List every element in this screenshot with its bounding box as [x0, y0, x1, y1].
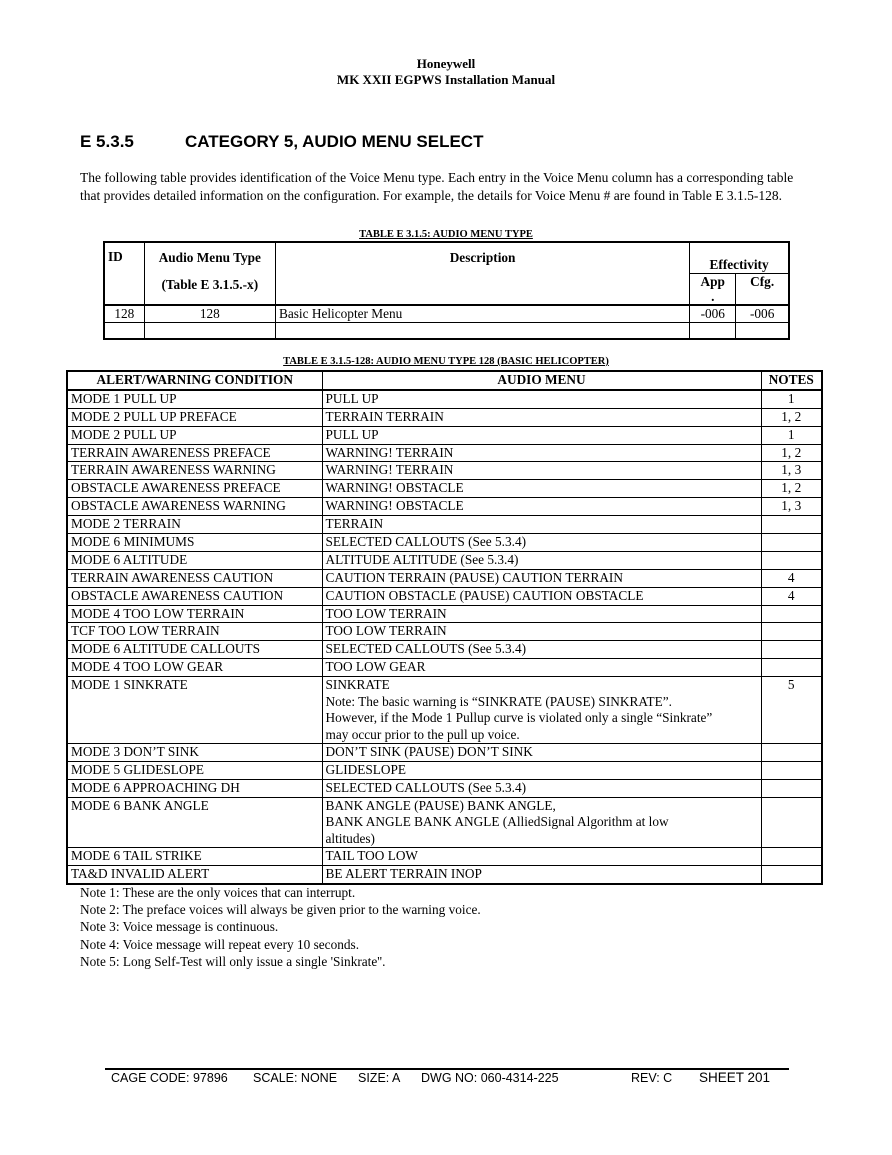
note-3: Note 3: Voice message is continuous. [80, 919, 279, 935]
table-row [67, 744, 822, 762]
intro-paragraph: The following table provides identification of the Voice Menu type. Each entry in the Voice Menu column has a corresponding table that provides detailed information on the configuration. For example, the details for Voice Menu # are found in Table E 3.1.5-128. [80, 170, 794, 203]
table-row [67, 677, 822, 744]
condition-cell: MODE 4 TOO LOW GEAR [67, 659, 322, 677]
audio-menu-line: SELECTED CALLOUTS (See 5.3.4) [325, 779, 527, 795]
audio-menu-cell [322, 444, 761, 462]
notes-cell: 1 [761, 390, 822, 408]
audio-menu-cell [322, 641, 761, 659]
condition-cell: OBSTACLE AWARENESS PREFACE [67, 480, 322, 498]
table2-caption: TABLE E 3.1.5-128: AUDIO MENU TYPE 128 (BASIC HELICOPTER) [283, 356, 609, 367]
table-row [67, 866, 822, 884]
condition-cell: MODE 6 TAIL STRIKE [67, 848, 322, 866]
table-row [67, 551, 822, 569]
section-title: CATEGORY 5, AUDIO MENU SELECT [185, 132, 484, 151]
notes-cell: 1 [761, 426, 822, 444]
t1-cell-id: 128 [104, 305, 144, 323]
audio-menu-line: Note: The basic warning is “SINKRATE (PAUSE) SINKRATE”. [325, 693, 672, 709]
notes-cell: 4 [761, 569, 822, 587]
table-row [67, 848, 822, 866]
audio-menu-line: WARNING! TERRAIN [325, 444, 454, 460]
audio-menu-line: CAUTION TERRAIN (PAUSE) CAUTION TERRAIN [325, 569, 623, 585]
condition-cell: MODE 4 TOO LOW TERRAIN [67, 605, 322, 623]
note-4: Note 4: Voice message will repeat every 10 seconds. [80, 936, 360, 952]
header-company: Honeywell [416, 56, 476, 71]
audio-menu-cell [322, 744, 761, 762]
t1-empty-cell [736, 323, 789, 339]
audio-menu-cell [322, 408, 761, 426]
notes-cell [761, 551, 822, 569]
table-row [67, 444, 822, 462]
t1-cell-app: -006 [690, 305, 736, 323]
table-row [67, 587, 822, 605]
audio-menu-line: DON’T SINK (PAUSE) DON’T SINK [325, 744, 533, 760]
audio-menu-cell [322, 480, 761, 498]
audio-menu-cell [322, 498, 761, 516]
table-row [67, 534, 822, 552]
audio-menu-cell [322, 797, 761, 848]
table-row [67, 426, 822, 444]
audio-menu-line: TAIL TOO LOW [325, 848, 418, 864]
table-row [67, 779, 822, 797]
audio-menu-line: TOO LOW TERRAIN [325, 605, 447, 621]
condition-cell: MODE 6 APPROACHING DH [67, 779, 322, 797]
audio-menu-line: PULL UP [325, 426, 379, 442]
t2-header-menu: AUDIO MENU [322, 371, 761, 390]
audio-menu-128-table [66, 370, 823, 885]
audio-menu-cell [322, 848, 761, 866]
audio-menu-line: SELECTED CALLOUTS (See 5.3.4) [325, 534, 527, 550]
notes-cell [761, 779, 822, 797]
table-row [67, 659, 822, 677]
audio-menu-cell [322, 534, 761, 552]
t1-empty-cell [144, 323, 275, 339]
audio-menu-cell [322, 659, 761, 677]
notes-cell: 1, 3 [761, 498, 822, 516]
t1-empty-cell [275, 323, 689, 339]
audio-menu-line: BANK ANGLE (PAUSE) BANK ANGLE, [325, 797, 556, 813]
table-row [67, 516, 822, 534]
audio-menu-line: altitudes) [325, 830, 375, 846]
t1-cell-type: 128 [144, 305, 275, 323]
audio-menu-line: GLIDESLOPE [325, 762, 407, 778]
note-2: Note 2: The preface voices will always be given prior to the warning voice. [80, 902, 481, 918]
audio-menu-line: BE ALERT TERRAIN INOP [325, 866, 482, 882]
footer-rule [105, 1068, 789, 1070]
audio-menu-type-table [103, 241, 790, 340]
notes-cell [761, 534, 822, 552]
audio-menu-cell [322, 623, 761, 641]
t1-header-type: Audio Menu Type [144, 242, 275, 273]
notes-cell [761, 641, 822, 659]
table1-caption: TABLE E 3.1.5: AUDIO MENU TYPE [359, 229, 533, 240]
condition-cell: OBSTACLE AWARENESS WARNING [67, 498, 322, 516]
header-manual-title: MK XXII EGPWS Installation Manual [336, 72, 556, 87]
audio-menu-cell [322, 569, 761, 587]
audio-menu-line: BANK ANGLE BANK ANGLE (AlliedSignal Algorithm at low [325, 814, 669, 830]
notes-cell [761, 848, 822, 866]
t1-cell-cfg: -006 [736, 305, 789, 323]
t1-cell-description: Basic Helicopter Menu [275, 305, 689, 323]
audio-menu-cell [322, 762, 761, 780]
audio-menu-line: TOO LOW TERRAIN [325, 623, 447, 639]
table-row [67, 641, 822, 659]
t1-header-app [690, 273, 736, 305]
t1-header-description-blank [275, 273, 689, 305]
table-row [67, 408, 822, 426]
audio-menu-line: SELECTED CALLOUTS (See 5.3.4) [325, 641, 527, 657]
condition-cell: MODE 1 SINKRATE [67, 677, 322, 744]
footer-size: SIZE: A [358, 1071, 401, 1085]
t1-header-effectivity: Effectivity [690, 242, 789, 273]
condition-cell: MODE 2 PULL UP [67, 426, 322, 444]
condition-cell: TA&D INVALID ALERT [67, 866, 322, 884]
notes-cell: 5 [761, 677, 822, 744]
notes-list [80, 884, 481, 970]
audio-menu-cell [322, 587, 761, 605]
condition-cell: TERRAIN AWARENESS CAUTION [67, 569, 322, 587]
audio-menu-line: CAUTION OBSTACLE (PAUSE) CAUTION OBSTACLE [325, 587, 644, 603]
table-row [104, 305, 789, 323]
footer-dwg-no: DWG NO: 060-4314-225 [421, 1071, 559, 1085]
condition-cell: MODE 5 GLIDESLOPE [67, 762, 322, 780]
footer-scale: SCALE: NONE [253, 1071, 338, 1085]
audio-menu-cell [322, 462, 761, 480]
table-row-empty [104, 323, 789, 339]
audio-menu-cell [322, 551, 761, 569]
condition-cell: OBSTACLE AWARENESS CAUTION [67, 587, 322, 605]
notes-cell: 1, 2 [761, 444, 822, 462]
t1-empty-cell [104, 323, 144, 339]
audio-menu-cell [322, 866, 761, 884]
t1-header-cfg: Cfg. [736, 273, 789, 305]
condition-cell: TCF TOO LOW TERRAIN [67, 623, 322, 641]
table-row [67, 498, 822, 516]
table-row [67, 390, 822, 408]
t1-header-type-sub: (Table E 3.1.5.-x) [144, 273, 275, 305]
audio-menu-line: WARNING! OBSTACLE [325, 498, 464, 514]
notes-cell [761, 659, 822, 677]
audio-menu-line: TERRAIN [325, 516, 384, 532]
audio-menu-cell [322, 426, 761, 444]
audio-menu-line: ALTITUDE ALTITUDE (See 5.3.4) [325, 551, 519, 567]
audio-menu-line: PULL UP [325, 390, 379, 406]
table-row [67, 462, 822, 480]
footer-rev: REV: C [631, 1071, 673, 1085]
notes-cell [761, 762, 822, 780]
audio-menu-cell [322, 677, 761, 744]
table-row [67, 797, 822, 848]
t2-header-notes: NOTES [761, 371, 822, 390]
t1-header-app-text: App [700, 273, 725, 289]
t2-header-condition: ALERT/WARNING CONDITION [67, 371, 322, 390]
notes-cell [761, 797, 822, 848]
audio-menu-cell [322, 516, 761, 534]
t1-empty-cell [690, 323, 736, 339]
condition-cell: MODE 6 ALTITUDE CALLOUTS [67, 641, 322, 659]
table-row [67, 623, 822, 641]
table-row [67, 762, 822, 780]
notes-cell: 1, 2 [761, 408, 822, 426]
section-number: E 5.3.5 [80, 132, 134, 151]
condition-cell: MODE 6 MINIMUMS [67, 534, 322, 552]
audio-menu-line: TERRAIN TERRAIN [325, 408, 444, 424]
audio-menu-line: SINKRATE [325, 677, 390, 693]
notes-cell [761, 623, 822, 641]
notes-cell: 4 [761, 587, 822, 605]
audio-menu-line: TOO LOW GEAR [325, 659, 426, 675]
table-row [67, 605, 822, 623]
condition-cell: MODE 3 DON’T SINK [67, 744, 322, 762]
t1-header-id: ID [104, 242, 144, 305]
audio-menu-line: WARNING! OBSTACLE [325, 480, 464, 496]
note-5: Note 5: Long Self-Test will only issue a single 'Sinkrate''. [80, 953, 386, 969]
condition-cell: MODE 2 PULL UP PREFACE [67, 408, 322, 426]
condition-cell: MODE 6 BANK ANGLE [67, 797, 322, 848]
condition-cell: TERRAIN AWARENESS WARNING [67, 462, 322, 480]
footer-sheet: SHEET 201 [699, 1070, 771, 1085]
notes-cell [761, 516, 822, 534]
condition-cell: MODE 1 PULL UP [67, 390, 322, 408]
table-row [67, 569, 822, 587]
notes-cell [761, 744, 822, 762]
footer-cage-code: CAGE CODE: 97896 [111, 1071, 228, 1085]
note-1: Note 1: These are the only voices that can interrupt. [80, 885, 356, 900]
audio-menu-line: WARNING! TERRAIN [325, 462, 454, 478]
audio-menu-line: may occur prior to the pull up voice. [325, 726, 520, 742]
table-row [67, 480, 822, 498]
condition-cell: MODE 2 TERRAIN [67, 516, 322, 534]
audio-menu-cell [322, 779, 761, 797]
audio-menu-cell [322, 390, 761, 408]
condition-cell: TERRAIN AWARENESS PREFACE [67, 444, 322, 462]
notes-cell: 1, 2 [761, 480, 822, 498]
notes-cell: 1, 3 [761, 462, 822, 480]
condition-cell: MODE 6 ALTITUDE [67, 551, 322, 569]
audio-menu-cell [322, 605, 761, 623]
notes-cell [761, 866, 822, 884]
audio-menu-line: However, if the Mode 1 Pullup curve is violated only a single “Sinkrate” [325, 710, 713, 726]
notes-cell [761, 605, 822, 623]
t1-header-app-dot: . [711, 288, 715, 304]
t1-header-description: Description [275, 242, 689, 273]
